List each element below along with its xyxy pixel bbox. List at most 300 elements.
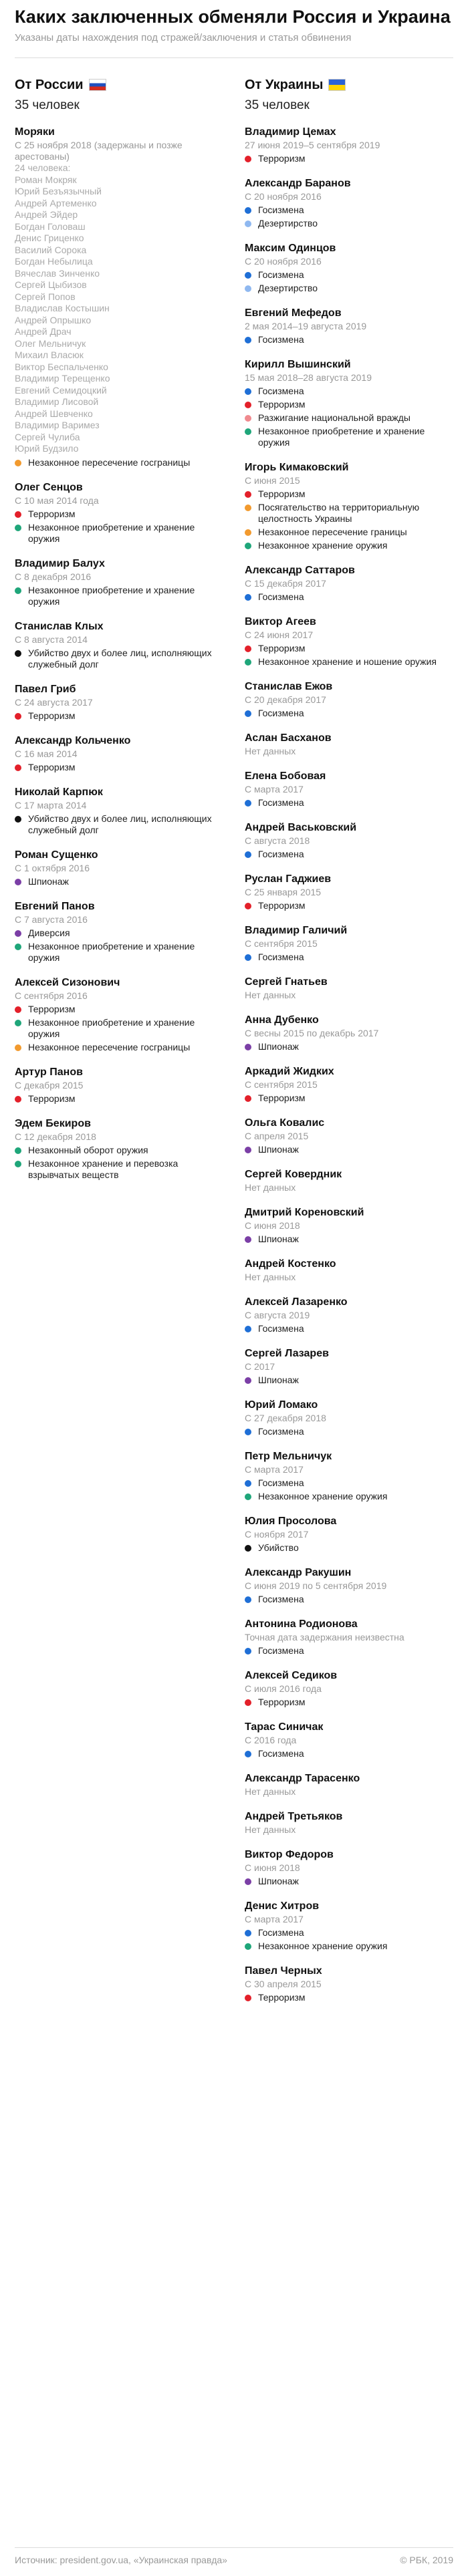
charge-tag	[245, 1234, 453, 1245]
person-name: Павел Гриб	[15, 683, 76, 695]
person-date: С 8 августа 2014	[15, 633, 88, 645]
person-name: Павел Черных	[245, 1965, 322, 1977]
charge-tag	[245, 1323, 453, 1334]
charge-tag	[245, 399, 453, 410]
charge-color-dot-icon	[15, 460, 21, 466]
person-name: Артур Панов	[15, 1066, 83, 1078]
person-date: С 24 июня 2017	[245, 629, 314, 640]
crew-list-item: Евгений Семидоцкий	[15, 384, 107, 396]
person-entry	[15, 557, 223, 607]
ukraine-flag-icon	[328, 79, 346, 91]
charge-label: Шпионаж	[258, 1144, 299, 1155]
person-entry	[15, 481, 223, 545]
person-name: Анна Дубенко	[245, 1014, 319, 1026]
charge-label: Госизмена	[258, 1645, 304, 1656]
person-entry	[15, 1066, 223, 1105]
person-entry	[15, 620, 223, 670]
charge-label: Терроризм	[28, 508, 76, 519]
crew-list-item: Богдан Головаш	[15, 221, 86, 232]
person-name: Олег Сенцов	[15, 481, 83, 493]
charge-tag	[245, 1876, 453, 1887]
person-date: С июля 2016 года	[245, 1683, 322, 1694]
person-date: Точная дата задержания неизвестна	[245, 1632, 404, 1642]
charge-tag	[245, 708, 453, 719]
crew-list-item: Владимир Терещенко	[15, 373, 110, 384]
person-date: С 20 ноября 2016	[245, 191, 322, 202]
charge-label: Терроризм	[258, 399, 306, 410]
charge-tag	[245, 283, 453, 294]
charge-color-dot-icon	[245, 543, 251, 549]
charge-color-dot-icon	[245, 285, 251, 292]
charge-label: Незаконное пересечение госграницы	[28, 456, 191, 468]
charge-color-dot-icon	[245, 207, 251, 214]
charge-label: Госизмена	[258, 952, 304, 962]
charge-color-dot-icon	[15, 1147, 21, 1154]
charge-tag	[15, 762, 223, 773]
person-entry	[245, 1296, 453, 1334]
person-name: Кирилл Вышинский	[245, 359, 351, 370]
person-entry	[245, 1772, 453, 1798]
charge-label: Госизмена	[258, 1323, 304, 1334]
charge-tag	[245, 1477, 453, 1489]
person-date: Нет данных	[245, 990, 296, 1000]
person-name: Сергей Ковердник	[245, 1169, 342, 1180]
charge-color-dot-icon	[245, 415, 251, 422]
charge-tag	[245, 797, 453, 809]
person-date: С июня 2015	[245, 475, 300, 486]
page-title: Каких заключенных обменяли Россия и Украина	[15, 7, 451, 27]
crew-list-item: Олег Мельничук	[15, 337, 86, 349]
charge-color-dot-icon	[245, 954, 251, 961]
person-entry	[245, 1014, 453, 1052]
charge-tag	[245, 591, 453, 603]
person-entry	[245, 873, 453, 911]
charge-tag	[245, 1426, 453, 1437]
person-name: Алексей Лазаренко	[245, 1296, 348, 1308]
charge-tag	[245, 488, 453, 500]
person-entry	[245, 1065, 453, 1104]
person-date: С 16 мая 2014	[15, 748, 78, 759]
charge-color-dot-icon	[245, 1648, 251, 1655]
charge-tag	[245, 502, 453, 525]
person-date: С августа 2019	[245, 1310, 310, 1320]
person-entry	[245, 1117, 453, 1155]
charge-tag	[245, 1748, 453, 1759]
charge-label: Терроризм	[258, 153, 306, 164]
charge-color-dot-icon	[245, 156, 251, 162]
person-entry	[15, 900, 223, 964]
charge-tag	[245, 1041, 453, 1052]
charge-color-dot-icon	[15, 944, 21, 950]
person-name: Владимир Галичий	[245, 925, 348, 936]
person-date: С 25 ноября 2018 (задержаны и позже арестованы)	[15, 140, 183, 162]
person-entry	[245, 1399, 453, 1437]
person-date: С ноября 2017	[245, 1529, 309, 1540]
person-date: С 25 января 2015	[245, 887, 322, 897]
charge-tag	[15, 1145, 223, 1156]
charge-label: Шпионаж	[28, 875, 69, 887]
person-date: С августа 2018	[245, 835, 310, 846]
charge-label: Разжигание национальной вражды	[258, 412, 411, 423]
crew-list-item: Владимир Лисовой	[15, 396, 99, 407]
crew-list-item: Роман Мокряк	[15, 174, 77, 185]
charge-tag	[245, 204, 453, 216]
charge-label: Госизмена	[258, 797, 304, 808]
person-name: Юлия Просолова	[245, 1516, 337, 1527]
charge-label: Убийство	[258, 1542, 299, 1553]
charge-tag	[245, 900, 453, 911]
charge-label: Терроризм	[258, 1093, 306, 1103]
charge-color-dot-icon	[15, 1096, 21, 1103]
person-date: Нет данных	[245, 1786, 296, 1797]
person-date: С 7 августа 2016	[15, 913, 88, 925]
person-date: С июня 2018	[245, 1220, 300, 1231]
person-name: Александр Саттаров	[245, 565, 355, 576]
person-entry	[245, 1810, 453, 1836]
charge-color-dot-icon	[245, 491, 251, 498]
person-entry	[15, 976, 223, 1053]
header-divider	[15, 57, 453, 58]
person-date: С 8 декабря 2016	[15, 571, 92, 582]
charge-label: Госизмена	[258, 1748, 304, 1759]
person-entry	[245, 1618, 453, 1657]
charge-color-dot-icon	[245, 1236, 251, 1243]
russia-count: 35 человек	[15, 98, 80, 112]
charge-label: Незаконный оборот оружия	[28, 1144, 148, 1155]
charge-color-dot-icon	[245, 505, 251, 511]
charge-color-dot-icon	[15, 650, 21, 657]
person-name: Станислав Клых	[15, 620, 104, 632]
person-date: С июня 2019 по 5 сентября 2019	[245, 1580, 387, 1591]
charge-color-dot-icon	[245, 1493, 251, 1500]
person-entry	[15, 786, 223, 836]
person-name: Ольга Ковалис	[245, 1117, 325, 1129]
person-date: 2 мая 2014–19 августа 2019	[245, 321, 367, 331]
charge-label: Незаконное приобретение и хранение оружия	[28, 1016, 195, 1039]
person-date: С сентября 2016	[15, 990, 88, 1001]
person-name: Моряки	[15, 126, 55, 138]
crew-list-item: Сергей Чулиба	[15, 431, 80, 442]
charge-label: Терроризм	[258, 488, 306, 499]
person-entry	[245, 1347, 453, 1386]
charge-color-dot-icon	[245, 659, 251, 666]
charge-label: Госизмена	[258, 204, 304, 215]
crew-list-item: 24 человека:	[15, 162, 71, 173]
person-name: Виктор Агеев	[245, 616, 316, 627]
person-entry	[245, 1721, 453, 1759]
person-entry	[245, 126, 453, 164]
person-name: Станислав Ежов	[245, 681, 333, 692]
charge-color-dot-icon	[15, 1006, 21, 1013]
crew-list-item: Богдан Небылица	[15, 256, 93, 267]
charge-color-dot-icon	[245, 646, 251, 652]
charge-tag	[245, 1375, 453, 1386]
ukraine-people-list	[245, 126, 453, 2003]
charge-color-dot-icon	[245, 1326, 251, 1332]
charge-color-dot-icon	[245, 428, 251, 435]
person-entry	[15, 683, 223, 722]
charge-label: Терроризм	[28, 1093, 76, 1104]
person-date: С 10 мая 2014 года	[15, 494, 99, 506]
charge-color-dot-icon	[245, 594, 251, 601]
crew-list-item: Юрий Безъязычный	[15, 186, 102, 196]
charge-tag	[245, 540, 453, 551]
charge-label: Незаконное приобретение и хранение оружия	[28, 521, 195, 544]
person-date: Нет данных	[245, 746, 296, 756]
charge-tag	[245, 849, 453, 860]
footer-source: Источник: president.gov.ua, «Украинская правда»	[15, 2555, 227, 2565]
charge-label: Терроризм	[258, 900, 306, 911]
charge-tag	[245, 1491, 453, 1502]
charge-tag	[15, 1042, 223, 1053]
person-name: Александр Баранов	[245, 178, 351, 189]
charge-tag	[15, 457, 223, 468]
charge-color-dot-icon	[245, 1429, 251, 1435]
person-entry	[245, 1206, 453, 1245]
ukraine-count: 35 человек	[245, 98, 310, 112]
person-name: Тарас Синичак	[245, 1721, 324, 1733]
charge-tag	[245, 1645, 453, 1657]
charge-color-dot-icon	[15, 764, 21, 771]
charge-tag	[245, 656, 453, 668]
charge-color-dot-icon	[245, 529, 251, 536]
person-entry	[245, 680, 453, 719]
charge-tag	[245, 1992, 453, 2003]
charge-label: Госизмена	[258, 591, 304, 602]
person-entry	[245, 242, 453, 294]
russia-header	[15, 77, 223, 93]
charge-color-dot-icon	[15, 1161, 21, 1167]
person-date: 15 мая 2018–28 августа 2019	[245, 372, 372, 383]
charge-label: Диверсия	[28, 927, 70, 938]
charge-label: Шпионаж	[258, 1041, 299, 1052]
charge-color-dot-icon	[15, 1020, 21, 1026]
charge-tag	[245, 1594, 453, 1605]
person-name: Юрий Ломако	[245, 1399, 318, 1411]
person-entry	[245, 1566, 453, 1605]
charge-tag	[245, 1697, 453, 1708]
person-name: Андрей Васьковский	[245, 822, 357, 833]
person-date: С декабря 2015	[15, 1079, 84, 1091]
charge-tag	[15, 813, 223, 836]
charge-tag	[245, 386, 453, 397]
charge-color-dot-icon	[245, 1147, 251, 1153]
charge-label: Шпионаж	[258, 1234, 299, 1244]
footer-credit: © РБК, 2019	[400, 2555, 453, 2565]
person-date: С марта 2017	[245, 784, 304, 795]
charge-tag	[15, 585, 223, 607]
person-date: С 15 декабря 2017	[245, 578, 326, 589]
charge-color-dot-icon	[245, 851, 251, 858]
crew-list-item: Андрей Артеменко	[15, 197, 97, 208]
crew-list-item: Сергей Цыбизов	[15, 279, 87, 290]
crew-list-item: Владислав Костышин	[15, 303, 110, 313]
person-name: Андрей Костенко	[245, 1258, 336, 1270]
charge-label: Дезертирство	[258, 283, 318, 293]
person-entry	[245, 1450, 453, 1502]
person-name: Евгений Мефедов	[245, 307, 342, 319]
charge-color-dot-icon	[245, 221, 251, 227]
charge-tag	[15, 1158, 223, 1181]
person-entry	[245, 307, 453, 345]
crew-list-item: Андрей Драч	[15, 326, 72, 337]
person-entry	[245, 1900, 453, 1952]
person-entry	[15, 849, 223, 887]
person-name: Эдем Бекиров	[15, 1117, 91, 1129]
crew-list-item: Василий Сорока	[15, 244, 87, 255]
person-name: Денис Хитров	[245, 1900, 320, 1912]
crew-list-item: Андрей Эйдер	[15, 209, 78, 220]
crew-list-item: Юрий Будзило	[15, 443, 79, 454]
charge-label: Госизмена	[258, 1477, 304, 1488]
charge-tag	[245, 218, 453, 229]
charge-color-dot-icon	[245, 388, 251, 395]
charge-tag	[15, 509, 223, 520]
person-entry	[245, 358, 453, 448]
person-name: Игорь Кимаковский	[245, 462, 349, 473]
charge-color-dot-icon	[15, 816, 21, 823]
charge-label: Убийство двух и более лиц, исполняющих служебный долг	[28, 813, 212, 835]
charge-color-dot-icon	[15, 525, 21, 531]
charge-color-dot-icon	[245, 1995, 251, 2001]
charge-tag	[245, 153, 453, 164]
charge-tag	[245, 269, 453, 281]
charge-label: Терроризм	[258, 1992, 306, 2003]
charge-color-dot-icon	[245, 1377, 251, 1384]
russia-people-list	[15, 126, 223, 1181]
charge-color-dot-icon	[15, 587, 21, 594]
charge-color-dot-icon	[245, 1699, 251, 1706]
person-name: Андрей Третьяков	[245, 1811, 343, 1822]
charge-tag	[245, 334, 453, 345]
person-name: Николай Карпюк	[15, 786, 103, 798]
charge-tag	[15, 648, 223, 670]
person-name: Александр Тарасенко	[245, 1773, 360, 1784]
person-name: Максим Одинцов	[245, 243, 336, 254]
person-date: С 24 августа 2017	[15, 696, 93, 708]
charge-label: Госизмена	[258, 849, 304, 859]
charge-tag	[245, 643, 453, 654]
person-date: Нет данных	[245, 1272, 296, 1282]
charge-color-dot-icon	[245, 1044, 251, 1050]
ukraine-header	[245, 77, 453, 93]
charge-color-dot-icon	[245, 710, 251, 717]
charge-color-dot-icon	[245, 1095, 251, 1102]
charge-label: Госизмена	[258, 269, 304, 280]
russia-flag-icon	[89, 79, 106, 91]
charge-color-dot-icon	[15, 511, 21, 518]
charge-color-dot-icon	[245, 1596, 251, 1603]
person-date: С марта 2017	[245, 1464, 304, 1475]
charge-color-dot-icon	[245, 1930, 251, 1937]
person-date: С 1 октября 2016	[15, 862, 90, 873]
crew-list-item: Андрей Шевченко	[15, 408, 93, 419]
person-date: С 20 декабря 2017	[245, 694, 326, 705]
footer-divider	[15, 2547, 453, 2548]
charge-tag	[245, 1927, 453, 1939]
person-entry	[15, 126, 223, 468]
person-entry	[15, 1117, 223, 1181]
charge-color-dot-icon	[245, 337, 251, 343]
person-entry	[245, 564, 453, 603]
charge-tag	[245, 952, 453, 963]
charge-color-dot-icon	[15, 930, 21, 937]
charge-tag	[15, 876, 223, 887]
charge-label: Шпионаж	[258, 1876, 299, 1886]
person-entry	[15, 734, 223, 773]
charge-label: Терроризм	[28, 710, 76, 721]
charge-label: Незаконное хранение и ношение оружия	[258, 656, 437, 667]
person-date: С марта 2017	[245, 1914, 304, 1924]
person-entry	[245, 976, 453, 1001]
person-date: С апреля 2015	[245, 1131, 309, 1141]
charge-label: Незаконное пересечение госграницы	[28, 1041, 191, 1052]
person-date: С весны 2015 по декабрь 2017	[245, 1028, 379, 1038]
charge-color-dot-icon	[245, 1545, 251, 1552]
charge-label: Посягательство на территориальную целостность Украины	[258, 502, 420, 524]
person-name: Аслан Басханов	[245, 732, 332, 744]
charge-color-dot-icon	[15, 879, 21, 885]
charge-tag	[245, 412, 453, 424]
charge-label: Незаконное приобретение и хранение оружия	[28, 584, 195, 607]
person-entry	[245, 924, 453, 963]
person-name: Елена Бобовая	[245, 770, 326, 782]
crew-list-item: Андрей Опрышко	[15, 314, 92, 325]
charge-label: Госизмена	[258, 1594, 304, 1604]
person-name: Владимир Балух	[15, 557, 105, 569]
charge-color-dot-icon	[245, 903, 251, 909]
charge-color-dot-icon	[15, 1044, 21, 1051]
person-name: Владимир Цемах	[245, 126, 336, 138]
charge-tag	[15, 1093, 223, 1105]
charge-label: Терроризм	[258, 1697, 306, 1707]
person-entry	[245, 1168, 453, 1193]
charge-label: Госизмена	[258, 708, 304, 718]
person-name: Алексей Сизонович	[15, 976, 120, 988]
charge-color-dot-icon	[245, 402, 251, 408]
charge-label: Незаконное хранение оружия	[258, 1941, 388, 1951]
charge-label: Незаконное пересечение границы	[258, 527, 407, 537]
charge-color-dot-icon	[245, 1751, 251, 1757]
crew-list-item: Вячеслав Зинченко	[15, 267, 100, 279]
charge-color-dot-icon	[245, 1878, 251, 1885]
charge-label: Госизмена	[258, 1426, 304, 1437]
charge-label: Незаконное приобретение и хранение оружия	[28, 940, 195, 963]
person-date: Нет данных	[245, 1182, 296, 1193]
charge-tag	[245, 1093, 453, 1104]
charge-label: Незаконное хранение и перевозка взрывчатых веществ	[28, 1157, 179, 1180]
charge-label: Госизмена	[258, 1927, 304, 1938]
footer	[15, 2554, 453, 2566]
person-entry	[245, 770, 453, 809]
ukraine-header-label: От Украины	[245, 78, 324, 92]
person-date: С июня 2018	[245, 1862, 300, 1873]
person-name: Антонина Родионова	[245, 1618, 358, 1630]
crew-list-item: Владимир Варимез	[15, 420, 100, 430]
charge-label: Терроризм	[28, 761, 76, 772]
charge-tag	[15, 522, 223, 545]
person-date: С 12 декабря 2018	[15, 1131, 96, 1142]
page-subtitle: Указаны даты нахождения под стражей/заключения и статья обвинения	[15, 32, 352, 43]
person-name: Дмитрий Кореновский	[245, 1207, 364, 1218]
person-date: С 2017	[245, 1361, 275, 1372]
crew-list-item: Сергей Попов	[15, 291, 76, 302]
charge-tag	[245, 527, 453, 538]
charge-tag	[245, 1144, 453, 1155]
charge-color-dot-icon	[15, 713, 21, 720]
charge-color-dot-icon	[245, 1480, 251, 1487]
person-name: Алексей Седиков	[245, 1670, 338, 1681]
